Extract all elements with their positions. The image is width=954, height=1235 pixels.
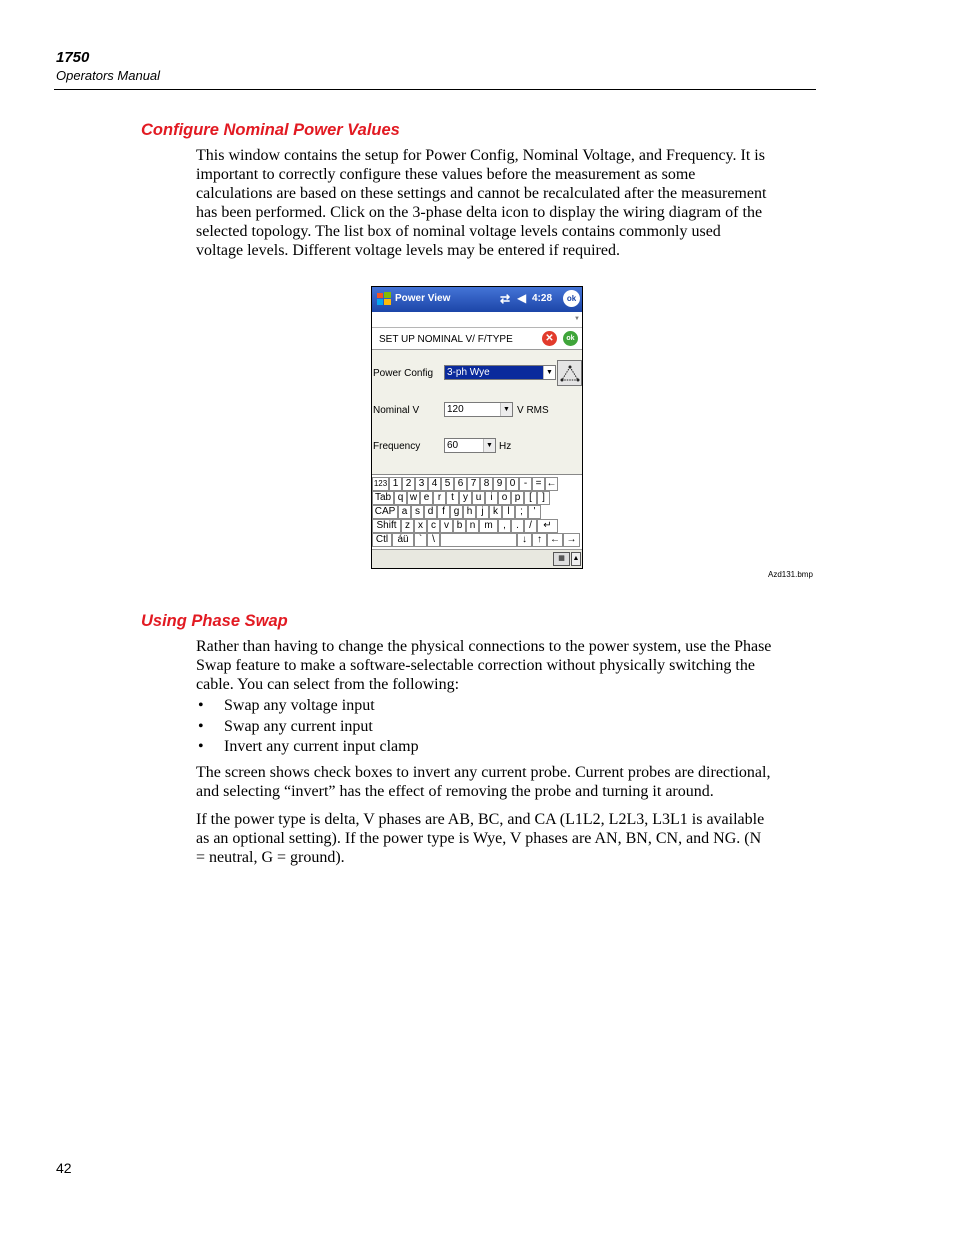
frequency-label: Frequency bbox=[373, 441, 421, 452]
key[interactable]: p bbox=[511, 491, 524, 505]
text-line: as an optional setting). If the power type is Wye, V phases are AN, BN, CN, and NG. (N bbox=[196, 830, 762, 847]
text-line: and selecting “invert” has the effect of removing the probe and turning it around. bbox=[196, 783, 714, 800]
section-heading-configure: Configure Nominal Power Values bbox=[141, 121, 400, 139]
backspace-key[interactable]: ← bbox=[546, 478, 557, 489]
text-line: = neutral, G = ground). bbox=[196, 849, 345, 866]
power-config-label: Power Config bbox=[373, 368, 434, 379]
key[interactable]: o bbox=[498, 491, 511, 505]
arrow-up-key[interactable]: ↑ bbox=[532, 533, 547, 547]
key[interactable]: j bbox=[476, 505, 489, 519]
clock[interactable]: 4:28 bbox=[532, 293, 553, 304]
key[interactable]: 8 bbox=[480, 477, 493, 491]
key[interactable]: e bbox=[420, 491, 433, 505]
frequency-unit: Hz bbox=[499, 441, 512, 452]
enter-key[interactable]: ↵ bbox=[537, 519, 558, 533]
section1-paragraph bbox=[196, 146, 818, 260]
title-ok-button[interactable]: ok bbox=[563, 290, 580, 307]
power-config-value: 3-ph Wye bbox=[445, 366, 543, 379]
key[interactable]: n bbox=[466, 519, 479, 533]
image-caption: Azd131.bmp bbox=[768, 570, 813, 579]
header-model: 1750 bbox=[56, 49, 90, 66]
key[interactable]: = bbox=[532, 477, 545, 491]
frequency-select[interactable] bbox=[444, 438, 496, 453]
key[interactable]: 0 bbox=[506, 477, 519, 491]
key[interactable]: ' bbox=[528, 505, 541, 519]
chevron-down-icon[interactable]: ▼ bbox=[483, 439, 495, 452]
section-heading-phase-swap: Using Phase Swap bbox=[141, 612, 288, 630]
input-menu-arrow-icon[interactable]: ▲ bbox=[571, 552, 581, 566]
nominal-v-unit: V RMS bbox=[517, 405, 549, 416]
text-line: calculations are based on these settings and cannot be recalculated after the measurement bbox=[196, 185, 767, 202]
frequency-value: 60 bbox=[447, 440, 459, 451]
keyboard-toolbar bbox=[372, 549, 582, 568]
nominal-v-select[interactable] bbox=[444, 402, 513, 417]
arrow-left-key[interactable]: ← bbox=[547, 533, 563, 547]
key[interactable]: 4 bbox=[428, 477, 441, 491]
key[interactable]: g bbox=[450, 505, 463, 519]
key[interactable]: b bbox=[453, 519, 466, 533]
key[interactable]: u bbox=[472, 491, 485, 505]
keyboard-icon[interactable]: ▦ bbox=[553, 552, 570, 566]
key[interactable]: k bbox=[489, 505, 502, 519]
key[interactable]: i bbox=[485, 491, 498, 505]
speaker-icon[interactable]: ◀ bbox=[517, 291, 527, 305]
section2-intro bbox=[196, 637, 818, 694]
text-line: Swap feature to make a software-selectable correction without physically switching the bbox=[196, 657, 755, 674]
menu-strip bbox=[372, 312, 582, 328]
key[interactable]: 6 bbox=[454, 477, 467, 491]
three-phase-delta-icon bbox=[558, 361, 583, 387]
list-item: • Invert any current input clamp bbox=[196, 737, 419, 758]
key[interactable]: \ bbox=[427, 533, 440, 547]
key[interactable]: c bbox=[427, 519, 440, 533]
list-item: • Swap any voltage input bbox=[196, 696, 419, 717]
key[interactable]: q bbox=[394, 491, 407, 505]
page-number: 42 bbox=[56, 1160, 72, 1176]
arrow-right-key[interactable]: → bbox=[563, 533, 580, 547]
header-subtitle: Operators Manual bbox=[56, 68, 161, 83]
key[interactable]: Tab bbox=[372, 491, 394, 505]
space-key[interactable] bbox=[440, 533, 517, 547]
key[interactable]: z bbox=[401, 519, 414, 533]
key[interactable]: 1 bbox=[389, 477, 402, 491]
key[interactable]: 9 bbox=[493, 477, 506, 491]
text-line: If the power type is delta, V phases are AB, BC, and CA (L1L2, L2L3, L3L1 is available bbox=[196, 811, 765, 828]
text-line: has been performed. Click on the 3-phase delta icon to display the wiring diagram of the bbox=[196, 204, 763, 221]
panel-title: SET UP NOMINAL V/ F/TYPE bbox=[379, 334, 513, 345]
cancel-button[interactable]: ✕ bbox=[542, 331, 557, 346]
list-item: • Swap any current input bbox=[196, 717, 419, 738]
device-screenshot bbox=[371, 286, 583, 569]
confirm-ok-button[interactable]: ok bbox=[563, 331, 578, 346]
key[interactable]: 3 bbox=[415, 477, 428, 491]
key[interactable]: a bbox=[398, 505, 411, 519]
key[interactable]: 5 bbox=[441, 477, 454, 491]
text-line: cable. You can select from the following: bbox=[196, 676, 460, 693]
nominal-v-label: Nominal V bbox=[373, 405, 420, 416]
key[interactable]: CAP bbox=[372, 505, 398, 519]
arrow-down-key[interactable]: ↓ bbox=[517, 533, 532, 547]
text-line: selected topology. The list box of nominal voltage levels contains commonly used bbox=[196, 223, 721, 240]
key[interactable]: f bbox=[437, 505, 450, 519]
key[interactable]: ] bbox=[537, 491, 550, 505]
key[interactable]: Shift bbox=[372, 519, 401, 533]
key[interactable]: / bbox=[524, 519, 537, 533]
key[interactable]: 7 bbox=[467, 477, 480, 491]
section2-paragraph-probes bbox=[196, 763, 818, 801]
connectivity-icon[interactable]: ⇄ bbox=[500, 292, 511, 306]
chevron-down-icon[interactable]: ▼ bbox=[500, 403, 512, 416]
text-line: important to correctly configure these values before the measurement as some bbox=[196, 166, 696, 183]
app-title: Power View bbox=[395, 293, 451, 304]
key[interactable]: 2 bbox=[402, 477, 415, 491]
key[interactable]: v bbox=[440, 519, 453, 533]
panel-header bbox=[372, 328, 582, 350]
key[interactable]: áü bbox=[392, 533, 414, 547]
delta-diagram-button[interactable] bbox=[557, 360, 582, 386]
key[interactable]: [ bbox=[524, 491, 537, 505]
key[interactable]: m bbox=[479, 519, 498, 533]
text-line: Rather than having to change the physical connections to the power system, use the Phase bbox=[196, 638, 772, 655]
menu-arrow-icon[interactable]: ▼ bbox=[574, 316, 580, 322]
key[interactable]: - bbox=[519, 477, 532, 491]
key[interactable]: ; bbox=[515, 505, 528, 519]
windows-start-icon[interactable] bbox=[376, 291, 392, 307]
key[interactable]: h bbox=[463, 505, 476, 519]
power-config-select[interactable] bbox=[444, 365, 556, 380]
text-line: The screen shows check boxes to invert any current probe. Current probes are directional, bbox=[196, 764, 771, 781]
title-bar bbox=[372, 287, 582, 312]
header-rule bbox=[54, 89, 816, 90]
section2-paragraph-phases bbox=[196, 810, 818, 867]
key[interactable]: Ctl bbox=[372, 533, 392, 547]
nominal-v-value: 120 bbox=[447, 404, 464, 415]
key[interactable]: w bbox=[407, 491, 420, 505]
key[interactable]: . bbox=[511, 519, 524, 533]
text-line: This window contains the setup for Power Config, Nominal Voltage, and Frequency. It is bbox=[196, 147, 765, 164]
key[interactable]: x bbox=[414, 519, 427, 533]
key[interactable]: d bbox=[424, 505, 437, 519]
key[interactable]: s bbox=[411, 505, 424, 519]
key[interactable]: r bbox=[433, 491, 446, 505]
key[interactable]: 123 bbox=[372, 477, 389, 491]
bullet-list bbox=[196, 696, 419, 758]
key[interactable]: l bbox=[502, 505, 515, 519]
key[interactable]: , bbox=[498, 519, 511, 533]
chevron-down-icon[interactable]: ▼ bbox=[543, 366, 555, 379]
text-line: voltage levels. Different voltage levels may be entered if required. bbox=[196, 242, 620, 259]
key[interactable]: y bbox=[459, 491, 472, 505]
key[interactable]: t bbox=[446, 491, 459, 505]
key[interactable]: ` bbox=[414, 533, 427, 547]
